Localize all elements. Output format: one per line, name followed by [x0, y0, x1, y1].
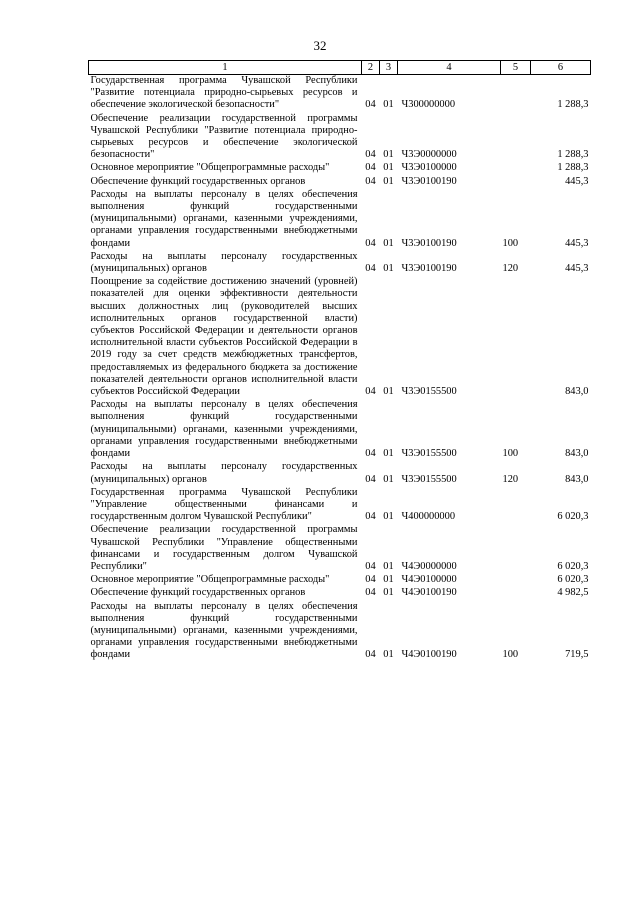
- row-subsection: 01: [383, 473, 394, 485]
- row-expense-type: 100: [502, 649, 519, 661]
- row-target-article: Ч3Э0100190: [401, 263, 457, 275]
- row-name: Основное мероприятие "Общепрограммные расходы": [90, 574, 330, 586]
- page-number: 32: [313, 38, 327, 53]
- table-row: [89, 175, 591, 188]
- row-subsection: 01: [383, 511, 394, 523]
- row-target-article: Ч300000000: [401, 99, 456, 111]
- row-expense-type: [501, 573, 531, 586]
- column-number-row: [89, 61, 591, 75]
- row-amount: 843,0: [565, 448, 589, 460]
- row-expense-type: [501, 175, 531, 188]
- row-section: 04: [365, 386, 376, 398]
- row-section: 04: [365, 587, 376, 599]
- table-body: [89, 75, 591, 662]
- row-target-article: Ч3Э0100190: [401, 237, 457, 249]
- table-row: [89, 398, 591, 460]
- row-name: Обеспечение функций государственных органов: [90, 587, 306, 599]
- row-subsection: 01: [383, 649, 394, 661]
- row-section: 04: [365, 473, 376, 485]
- row-subsection: 01: [383, 386, 394, 398]
- row-section: 04: [365, 574, 376, 586]
- row-expense-type: [501, 486, 531, 524]
- row-name: Основное мероприятие "Общепрограммные расходы": [90, 162, 330, 174]
- row-section: 04: [365, 263, 376, 275]
- row-amount: 719,5: [565, 649, 589, 661]
- column-header-target-article: 4: [398, 61, 501, 75]
- row-amount: 445,3: [565, 175, 589, 187]
- table-row: [89, 586, 591, 599]
- row-target-article: Ч4Э0100190: [401, 587, 457, 599]
- row-section: 04: [365, 149, 376, 161]
- row-amount: 843,0: [565, 473, 589, 485]
- column-header-section: 2: [362, 61, 380, 75]
- row-target-article: Ч4Э0100000: [401, 574, 457, 586]
- row-section: 04: [365, 162, 376, 174]
- row-section: 04: [365, 649, 376, 661]
- row-amount: 445,3: [565, 237, 589, 249]
- row-amount: 1 288,3: [557, 162, 589, 174]
- row-name: Обеспечение реализации государственной программы Чувашской Республики "Развитие потенциала природно-сырьевых ресурсов и обеспечение экологической безопасности": [90, 112, 358, 161]
- row-amount: 6 020,3: [557, 560, 589, 572]
- row-target-article: Ч4Э0000000: [401, 560, 457, 572]
- row-amount: 6 020,3: [557, 574, 589, 586]
- row-name: Расходы на выплаты персоналу государственных (муниципальных) органов: [90, 461, 358, 485]
- row-name: Расходы на выплаты персоналу в целях обеспечения выполнения функций государственными (муниципальными) органами, казенными учреждениями, органами управления государственными внебюджетными фондами: [90, 188, 358, 249]
- row-name: Расходы на выплаты персоналу государственных (муниципальных) органов: [90, 250, 358, 275]
- row-subsection: 01: [383, 448, 394, 460]
- table-row: [89, 250, 591, 275]
- row-name: Поощрение за содействие достижению значений (уровней) показателей для оценки эффективности деятельности высших должностных лиц (руководителей высших исполнительных органов государственной власти) субъектов Российской Федерации и деятельности органов исполнительной власти субъектов Российской Федерации в 2019 году за счет средств межбюджетных трансфертов, предоставляемых из федерального бюджета за достижение показателей деятельности органов исполнительной власти субъектов Российской Федерации: [90, 276, 358, 398]
- row-expense-type: 100: [502, 448, 519, 460]
- column-header-name: 1: [89, 61, 362, 75]
- row-expense-type: [501, 75, 531, 112]
- row-expense-type: 100: [502, 237, 519, 249]
- table-row: [89, 600, 591, 662]
- row-name: Обеспечение функций государственных органов: [90, 175, 306, 187]
- row-subsection: 01: [383, 263, 394, 275]
- row-expense-type: [501, 275, 531, 398]
- row-amount: 445,3: [565, 263, 589, 275]
- row-section: 04: [365, 175, 376, 187]
- row-subsection: 01: [383, 560, 394, 572]
- row-target-article: Ч400000000: [401, 511, 456, 523]
- row-subsection: 01: [383, 587, 394, 599]
- row-subsection: 01: [383, 175, 394, 187]
- row-amount: 1 288,3: [557, 149, 589, 161]
- table-row: [89, 112, 591, 162]
- row-section: 04: [365, 511, 376, 523]
- table-row: [89, 161, 591, 174]
- column-header-subsection: 3: [380, 61, 398, 75]
- row-section: 04: [365, 560, 376, 572]
- row-subsection: 01: [383, 162, 394, 174]
- row-target-article: Ч3Э0155500: [401, 386, 457, 398]
- row-section: 04: [365, 237, 376, 249]
- row-target-article: Ч4Э0100190: [401, 649, 457, 661]
- table-row: [89, 75, 591, 112]
- row-target-article: Ч3Э0155500: [401, 473, 457, 485]
- row-name: Обеспечение реализации государственной программы Чувашской Республики "Управление общественными финансами и государственным долгом Чувашской Республики": [90, 524, 358, 572]
- row-name: Расходы на выплаты персоналу в целях обеспечения выполнения функций государственными (муниципальными) органами, казенными учреждениями, органами управления государственными внебюджетными фондами: [90, 600, 358, 661]
- row-subsection: 01: [383, 237, 394, 249]
- row-expense-type: [501, 112, 531, 162]
- row-expense-type: [501, 523, 531, 573]
- row-section: 04: [365, 448, 376, 460]
- row-amount: 4 982,5: [557, 587, 589, 599]
- row-section: 04: [365, 99, 376, 111]
- row-target-article: Ч3Э0155500: [401, 448, 457, 460]
- row-name: Государственная программа Чувашской Республики "Управление общественными финансами и государственным долгом Чувашской Республики": [90, 486, 358, 523]
- table-row: [89, 460, 591, 485]
- row-amount: 6 020,3: [557, 511, 589, 523]
- row-expense-type: [501, 161, 531, 174]
- row-target-article: Ч3Э0100000: [401, 162, 457, 174]
- row-name: Государственная программа Чувашской Республики "Развитие потенциала природно-сырьевых ресурсов и обеспечение экологической безопасности": [90, 75, 358, 111]
- row-expense-type: 120: [502, 263, 519, 275]
- column-header-expense-type: 5: [501, 61, 531, 75]
- row-subsection: 01: [383, 149, 394, 161]
- row-expense-type: 120: [502, 473, 519, 485]
- column-header-amount: 6: [531, 61, 591, 75]
- table-row: [89, 573, 591, 586]
- row-target-article: Ч3Э0100190: [401, 175, 457, 187]
- table-row: [89, 188, 591, 250]
- budget-table: [88, 60, 591, 662]
- row-name: Расходы на выплаты персоналу в целях обеспечения выполнения функций государственными (муниципальными) органами, казенными учреждениями, органами управления государственными внебюджетными фондами: [90, 399, 358, 460]
- table-row: [89, 523, 591, 573]
- row-amount: 843,0: [565, 386, 589, 398]
- table-row: [89, 486, 591, 524]
- table-row: [89, 275, 591, 398]
- row-subsection: 01: [383, 99, 394, 111]
- row-target-article: Ч3Э0000000: [401, 149, 457, 161]
- row-subsection: 01: [383, 574, 394, 586]
- row-amount: 1 288,3: [557, 99, 589, 111]
- row-expense-type: [501, 586, 531, 599]
